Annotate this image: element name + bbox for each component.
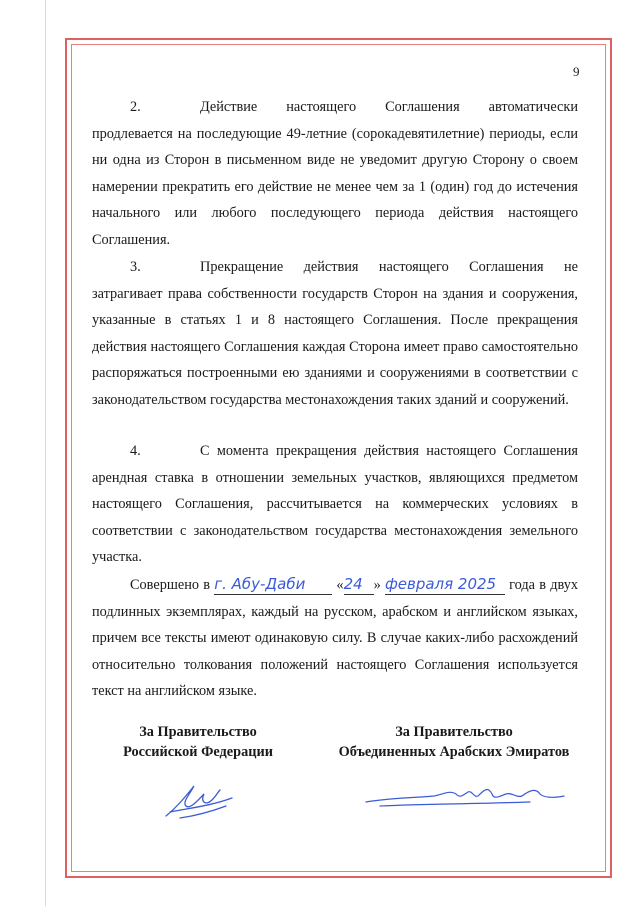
paragraph-3-number: 3. — [130, 259, 141, 275]
paragraph-3 — [92, 254, 578, 413]
paragraph-2-text: Действие настоящего Соглашения автоматически продлевается на последующие 49-летние (сорокадевятилетние) периоды, если ни одна из Сторон в письменном виде не уведомит другую Сторону о своем намерении прекратить его действие не менее чем за 1 (один) год до истечения начального или любого последующего периода действия настоящего Соглашения. — [92, 99, 578, 248]
closing-year-suffix: года в — [509, 577, 546, 593]
paragraph-3-text: Прекращение действия настоящего Соглашения не затрагивает права собственности государств Сторон на здания и сооружения, указанные в статьях 1 и 8 настоящего Соглашения. После прекращения действия настоящего Соглашения каждая Сторона имеет право самостоятельно распоряжаться построенными ею зданиями и сооружениями в соответствии с законодательством государства местонахождения таких зданий и сооружений. — [92, 259, 578, 408]
paragraph-4-number: 4. — [130, 443, 141, 459]
paragraph-4-text: С момента прекращения действия настоящего Соглашения арендная ставка в отношении земельных участков, являющихся предметом настоящего Соглашения, рассчитывается на коммерческих условиях в соответствии с законодательством государства местонахождения земельного участка. — [92, 443, 578, 565]
signatory-russia-line1: За Правительство — [139, 724, 257, 740]
signatory-uae-line1: За Правительство — [395, 724, 513, 740]
closing-paragraph — [92, 572, 578, 705]
signature-russia — [160, 776, 240, 822]
closing-done-at: Совершено в — [130, 577, 210, 593]
scan-edge-line — [45, 0, 46, 906]
closing-open-quote: « — [336, 577, 344, 593]
signatory-uae-line2: Объединенных Арабских Эмиратов — [338, 744, 570, 760]
signatory-russia — [108, 722, 288, 762]
paragraph-4 — [92, 438, 578, 571]
handwritten-day: 24 — [343, 575, 363, 593]
handwritten-city: г. Абу-Даби — [214, 575, 306, 593]
handwritten-month-year: февраля 2025 — [384, 575, 497, 593]
signatory-russia-line2: Российской Федерации — [123, 744, 273, 760]
signature-uae — [360, 776, 570, 816]
closing-close-quote: » — [373, 577, 381, 593]
page-number: 9 — [573, 64, 580, 79]
closing-rest-text: двух подлинных экземплярах, каждый на русском, арабском и английском языках, причем все тексты имеют одинаковую силу. В случае каких-либо расхождений относительно толкования положений настоящего Соглашения используется текст на английском языке. — [92, 577, 579, 699]
signatory-uae — [320, 722, 588, 762]
paragraph-2 — [92, 94, 578, 253]
paragraph-2-number: 2. — [130, 99, 141, 115]
